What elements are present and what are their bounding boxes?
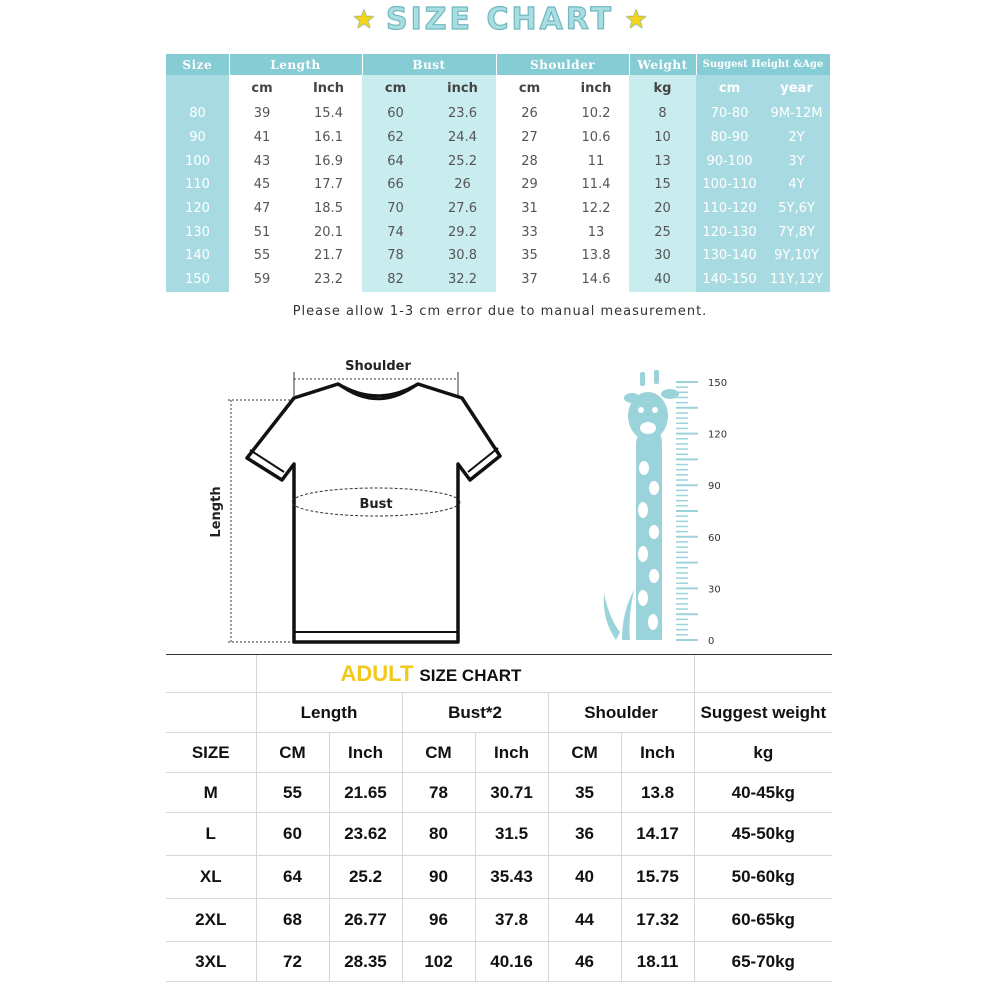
- kids-table-cell: 80-90: [696, 126, 763, 150]
- kids-table-cell: 130-140: [696, 244, 763, 268]
- kids-table-cell: 110: [166, 173, 229, 197]
- adult-table-cell: 40: [548, 856, 621, 899]
- adult-table-cell: 26.77: [329, 899, 402, 942]
- kids-table-cell: 3Y: [763, 149, 830, 173]
- kids-unit-header-row: [166, 75, 830, 102]
- adult-title-row: [166, 655, 832, 693]
- kids-table-cell: 12.2: [563, 197, 629, 221]
- adult-chart-title: [256, 655, 548, 693]
- kids-table-cell: 70-80: [696, 102, 763, 126]
- kids-size-table: [166, 54, 831, 292]
- kids-table-cell: 66: [362, 173, 429, 197]
- kids-unit-cell: cm: [229, 75, 295, 102]
- kids-table-cell: 10.6: [563, 126, 629, 150]
- kids-group-header-row: [166, 54, 830, 75]
- kids-table-cell: 51: [229, 220, 295, 244]
- adult-size-table: [166, 654, 832, 982]
- adult-table-row: [166, 899, 832, 942]
- kids-table-cell: 16.9: [295, 149, 362, 173]
- bust-label: Bust: [359, 497, 393, 512]
- kids-table-cell: 13: [629, 149, 696, 173]
- kids-table-row: [166, 149, 830, 173]
- kids-table-cell: 25.2: [429, 149, 496, 173]
- adult-table-cell: L: [166, 813, 256, 856]
- adult-size-label: SIZE: [166, 733, 256, 773]
- kids-table-cell: 5Y,6Y: [763, 197, 830, 221]
- adult-table-cell: 3XL: [166, 942, 256, 982]
- kids-table-row: [166, 173, 830, 197]
- kids-header-length: Length: [229, 54, 362, 75]
- adult-unit-cell: Inch: [621, 733, 694, 773]
- adult-table-cell: 78: [402, 773, 475, 813]
- kids-unit-cell: cm: [362, 75, 429, 102]
- kids-table-cell: 20.1: [295, 220, 362, 244]
- adult-table-cell: 64: [256, 856, 329, 899]
- adult-header-bust: Bust*2: [402, 693, 548, 733]
- star-icon: ★: [624, 4, 648, 34]
- adult-unit-cell: CM: [402, 733, 475, 773]
- adult-table-row: [166, 942, 832, 982]
- kids-table-row: [166, 197, 830, 221]
- adult-table-cell: 55: [256, 773, 329, 813]
- ruler-label: 150: [708, 378, 728, 389]
- adult-table-cell: 35: [548, 773, 621, 813]
- shoulder-label: Shoulder: [345, 359, 411, 374]
- kids-table-cell: 20: [629, 197, 696, 221]
- kids-unit-cell: inch: [563, 75, 629, 102]
- kids-unit-cell: Inch: [295, 75, 362, 102]
- measurement-note: Please allow 1-3 cm error due to manual measurement.: [292, 304, 708, 319]
- height-ruler-labels: [708, 378, 727, 647]
- kids-unit-cell: cm: [496, 75, 563, 102]
- adult-table-cell: 17.32: [621, 899, 694, 942]
- adult-empty-cell: [694, 655, 832, 693]
- kids-table-cell: 120: [166, 197, 229, 221]
- ruler-label: 120: [708, 429, 728, 441]
- kids-table-cell: 8: [629, 102, 696, 126]
- height-ruler: [676, 382, 698, 640]
- adult-table-cell: 40.16: [475, 942, 548, 982]
- kids-table-cell: 23.6: [429, 102, 496, 126]
- kids-table-cell: 60: [362, 102, 429, 126]
- ruler-label: 30: [708, 584, 721, 596]
- kids-table-cell: 15: [629, 173, 696, 197]
- adult-table-cell: 35.43: [475, 856, 548, 899]
- adult-table-cell: 40-45kg: [694, 773, 832, 813]
- kids-table-cell: 10: [629, 126, 696, 150]
- adult-table-cell: 90: [402, 856, 475, 899]
- kids-table-cell: 32.2: [429, 268, 496, 292]
- kids-table-cell: 90: [166, 126, 229, 150]
- star-icon: ★: [352, 4, 376, 34]
- kids-table-cell: 150: [166, 268, 229, 292]
- adult-empty-cell: [548, 655, 694, 693]
- kids-table-cell: 7Y,8Y: [763, 220, 830, 244]
- kids-table-cell: 33: [496, 220, 563, 244]
- adult-table-cell: 37.8: [475, 899, 548, 942]
- adult-table-cell: 46: [548, 942, 621, 982]
- page-title: SIZE CHART: [385, 2, 615, 37]
- kids-table-cell: 10.2: [563, 102, 629, 126]
- kids-table-cell: 13.8: [563, 244, 629, 268]
- ruler-label: 90: [708, 481, 721, 493]
- kids-table-cell: 18.5: [295, 197, 362, 221]
- kids-header-suggest: Suggest Height &Age: [696, 54, 830, 75]
- kids-table-cell: 82: [362, 268, 429, 292]
- kids-table-cell: 45: [229, 173, 295, 197]
- kids-table-cell: 78: [362, 244, 429, 268]
- kids-table-cell: 24.4: [429, 126, 496, 150]
- kids-table-row: [166, 220, 830, 244]
- kids-table-cell: 25: [629, 220, 696, 244]
- kids-table-cell: 43: [229, 149, 295, 173]
- adult-title-adult: ADULT: [340, 660, 414, 686]
- adult-table-cell: 72: [256, 942, 329, 982]
- adult-table-cell: 30.71: [475, 773, 548, 813]
- adult-empty-cell: [166, 693, 256, 733]
- kids-table-cell: 21.7: [295, 244, 362, 268]
- kids-table-cell: 100: [166, 149, 229, 173]
- kids-table-cell: 74: [362, 220, 429, 244]
- adult-table-cell: 31.5: [475, 813, 548, 856]
- adult-title-size: SIZE CHART: [419, 665, 522, 685]
- kids-table-cell: 27: [496, 126, 563, 150]
- kids-table-cell: 26: [429, 173, 496, 197]
- adult-table-cell: 45-50kg: [694, 813, 832, 856]
- length-label: Length: [209, 486, 224, 538]
- adult-table-cell: 50-60kg: [694, 856, 832, 899]
- adult-unit-cell: kg: [694, 733, 832, 773]
- kids-unit-cell: [166, 75, 229, 102]
- adult-table-cell: 23.62: [329, 813, 402, 856]
- kids-table-cell: 2Y: [763, 126, 830, 150]
- adult-table-cell: 28.35: [329, 942, 402, 982]
- kids-table-cell: 9M-12M: [763, 102, 830, 126]
- kids-table-cell: 41: [229, 126, 295, 150]
- kids-table-cell: 17.7: [295, 173, 362, 197]
- kids-table-cell: 39: [229, 102, 295, 126]
- kids-table-cell: 90-100: [696, 149, 763, 173]
- giraffe-height-chart: [596, 364, 746, 649]
- kids-unit-cell: cm: [696, 75, 763, 102]
- adult-table-cell: M: [166, 773, 256, 813]
- kids-table-row: [166, 126, 830, 150]
- adult-table-cell: 65-70kg: [694, 942, 832, 982]
- kids-table-cell: 40: [629, 268, 696, 292]
- kids-header-shoulder: Shoulder: [496, 54, 629, 75]
- kids-table-cell: 27.6: [429, 197, 496, 221]
- kids-header-size: Size: [166, 54, 229, 75]
- kids-table-cell: 64: [362, 149, 429, 173]
- kids-table-cell: 100-110: [696, 173, 763, 197]
- kids-table-cell: 15.4: [295, 102, 362, 126]
- kids-table-cell: 62: [362, 126, 429, 150]
- kids-table-cell: 23.2: [295, 268, 362, 292]
- kids-table-cell: 55: [229, 244, 295, 268]
- kids-table-cell: 26: [496, 102, 563, 126]
- adult-group-header-row: [166, 693, 832, 733]
- adult-table-cell: 21.65: [329, 773, 402, 813]
- kids-table-cell: 29.2: [429, 220, 496, 244]
- kids-table-cell: 11Y,12Y: [763, 268, 830, 292]
- adult-table-cell: 2XL: [166, 899, 256, 942]
- adult-empty-cell: [166, 655, 256, 693]
- title-bar: [0, 2, 1000, 42]
- adult-table-cell: 36: [548, 813, 621, 856]
- kids-table-cell: 140-150: [696, 268, 763, 292]
- adult-unit-cell: Inch: [475, 733, 548, 773]
- kids-table-cell: 13: [563, 220, 629, 244]
- kids-table-cell: 30.8: [429, 244, 496, 268]
- kids-table-cell: 80: [166, 102, 229, 126]
- adult-table-cell: 15.75: [621, 856, 694, 899]
- adult-table-cell: XL: [166, 856, 256, 899]
- kids-table-cell: 11.4: [563, 173, 629, 197]
- adult-unit-cell: CM: [548, 733, 621, 773]
- adult-table-cell: 102: [402, 942, 475, 982]
- kids-table-cell: 130: [166, 220, 229, 244]
- kids-table-cell: 14.6: [563, 268, 629, 292]
- ruler-label: 60: [708, 532, 721, 544]
- kids-table-cell: 31: [496, 197, 563, 221]
- adult-table-row: [166, 856, 832, 899]
- kids-table-row: [166, 102, 830, 126]
- kids-unit-cell: inch: [429, 75, 496, 102]
- kids-header-bust: Bust: [362, 54, 496, 75]
- kids-table-cell: 120-130: [696, 220, 763, 244]
- adult-table-cell: 60: [256, 813, 329, 856]
- kids-table-cell: 37: [496, 268, 563, 292]
- adult-header-shoulder: Shoulder: [548, 693, 694, 733]
- kids-table-cell: 47: [229, 197, 295, 221]
- kids-table-cell: 140: [166, 244, 229, 268]
- kids-table-cell: 9Y,10Y: [763, 244, 830, 268]
- tshirt-diagram: [200, 352, 520, 652]
- kids-table-cell: 70: [362, 197, 429, 221]
- adult-unit-header-row: [166, 733, 832, 773]
- kids-table-cell: 29: [496, 173, 563, 197]
- adult-table-cell: 60-65kg: [694, 899, 832, 942]
- adult-table-cell: 25.2: [329, 856, 402, 899]
- kids-unit-cell: kg: [629, 75, 696, 102]
- kids-table-cell: 11: [563, 149, 629, 173]
- adult-header-length: Length: [256, 693, 402, 733]
- kids-table-cell: 16.1: [295, 126, 362, 150]
- kids-table-cell: 35: [496, 244, 563, 268]
- kids-header-weight: Weight: [629, 54, 696, 75]
- kids-table-cell: 4Y: [763, 173, 830, 197]
- kids-table-cell: 28: [496, 149, 563, 173]
- adult-table-cell: 44: [548, 899, 621, 942]
- tshirt-outline: [247, 384, 500, 642]
- kids-unit-cell: year: [763, 75, 830, 102]
- adult-header-weight: Suggest weight: [694, 693, 832, 733]
- kids-table-cell: 30: [629, 244, 696, 268]
- adult-table-cell: 80: [402, 813, 475, 856]
- adult-table-cell: 96: [402, 899, 475, 942]
- adult-table-cell: 13.8: [621, 773, 694, 813]
- adult-table-row: [166, 813, 832, 856]
- ruler-label: 0: [708, 636, 715, 647]
- kids-table-row: [166, 244, 830, 268]
- kids-table-cell: 110-120: [696, 197, 763, 221]
- adult-unit-cell: CM: [256, 733, 329, 773]
- adult-unit-cell: Inch: [329, 733, 402, 773]
- kids-table-cell: 59: [229, 268, 295, 292]
- adult-table-row: [166, 773, 832, 813]
- adult-table-cell: 18.11: [621, 942, 694, 982]
- adult-table-cell: 68: [256, 899, 329, 942]
- adult-table-cell: 14.17: [621, 813, 694, 856]
- kids-table-row: [166, 268, 830, 292]
